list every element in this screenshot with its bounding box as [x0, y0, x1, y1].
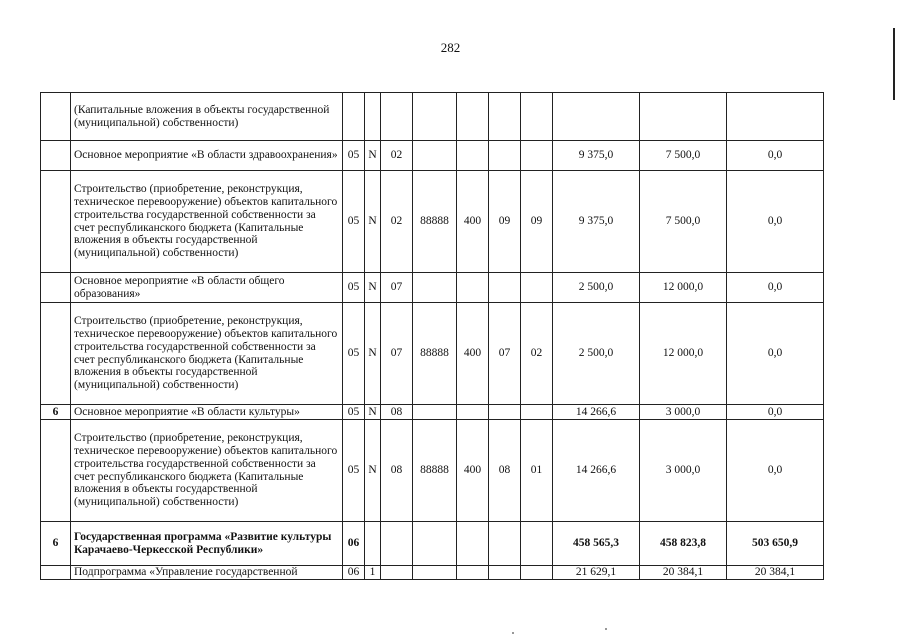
value-cell — [381, 522, 413, 566]
value-cell: 12 000,0 — [640, 273, 727, 303]
value-cell: N — [365, 141, 381, 171]
value-cell: N — [365, 171, 381, 273]
value-cell: 05 — [343, 303, 365, 405]
value-cell: 2 500,0 — [553, 303, 640, 405]
value-cell: 07 — [489, 303, 521, 405]
row-number-cell: 6 — [41, 405, 71, 420]
value-cell: 06 — [343, 566, 365, 580]
value-cell: 1 — [365, 566, 381, 580]
value-cell: 0,0 — [727, 141, 824, 171]
value-cell: 14 266,6 — [553, 405, 640, 420]
value-cell: 08 — [489, 420, 521, 522]
value-cell — [521, 141, 553, 171]
row-name-cell: (Капитальные вложения в объекты государственной (муниципальной) собственности) — [71, 93, 343, 141]
value-cell: 2 500,0 — [553, 273, 640, 303]
value-cell: 02 — [521, 303, 553, 405]
value-cell: 0,0 — [727, 420, 824, 522]
value-cell — [489, 93, 521, 141]
value-cell: 09 — [521, 171, 553, 273]
value-cell — [413, 405, 457, 420]
value-cell: 20 384,1 — [640, 566, 727, 580]
value-cell: 7 500,0 — [640, 171, 727, 273]
value-cell: 458 565,3 — [553, 522, 640, 566]
value-cell: 3 000,0 — [640, 420, 727, 522]
value-cell: 458 823,8 — [640, 522, 727, 566]
row-name-cell: Основное мероприятие «В области здравоохранения» — [71, 141, 343, 171]
value-cell: 88888 — [413, 420, 457, 522]
value-cell — [457, 405, 489, 420]
value-cell: 02 — [381, 171, 413, 273]
value-cell — [343, 93, 365, 141]
value-cell: N — [365, 405, 381, 420]
value-cell: 503 650,9 — [727, 522, 824, 566]
value-cell — [521, 405, 553, 420]
value-cell — [413, 566, 457, 580]
value-cell: 05 — [343, 171, 365, 273]
value-cell: 400 — [457, 303, 489, 405]
table-row — [41, 273, 824, 303]
row-number-cell — [41, 93, 71, 141]
value-cell — [521, 273, 553, 303]
value-cell — [381, 93, 413, 141]
value-cell: 01 — [521, 420, 553, 522]
row-number-cell — [41, 566, 71, 580]
row-name-cell: Подпрограмма «Управление государственной — [71, 566, 343, 580]
value-cell: 07 — [381, 273, 413, 303]
value-cell: 09 — [489, 171, 521, 273]
table-row — [41, 566, 824, 580]
value-cell — [489, 566, 521, 580]
row-number-cell — [41, 171, 71, 273]
value-cell: 88888 — [413, 171, 457, 273]
value-cell: 05 — [343, 405, 365, 420]
value-cell: 08 — [381, 405, 413, 420]
value-cell: N — [365, 303, 381, 405]
value-cell: 21 629,1 — [553, 566, 640, 580]
value-cell — [413, 273, 457, 303]
value-cell — [489, 405, 521, 420]
value-cell — [365, 522, 381, 566]
value-cell — [457, 93, 489, 141]
value-cell: N — [365, 420, 381, 522]
row-number-cell — [41, 273, 71, 303]
value-cell: 0,0 — [727, 303, 824, 405]
margin-rule — [893, 28, 895, 100]
table-row — [41, 93, 824, 141]
table-row — [41, 303, 824, 405]
value-cell: N — [365, 273, 381, 303]
value-cell — [457, 273, 489, 303]
value-cell — [413, 93, 457, 141]
row-number-cell: 6 — [41, 522, 71, 566]
value-cell: 14 266,6 — [553, 420, 640, 522]
table-row — [41, 420, 824, 522]
page-number: 282 — [440, 40, 461, 55]
value-cell — [413, 522, 457, 566]
row-name-cell: Строительство (приобретение, реконструкция, техническое перевооружение) объектов капитального строительства государственной собственности за счет республиканского бюджета (Капитальные вложения в объекты государственной (муниципальной) собственности) — [71, 303, 343, 405]
value-cell — [413, 141, 457, 171]
table-row — [41, 171, 824, 273]
value-cell — [457, 141, 489, 171]
value-cell: 02 — [381, 141, 413, 171]
scan-speck — [512, 632, 514, 634]
table-row — [41, 522, 824, 566]
value-cell: 06 — [343, 522, 365, 566]
value-cell — [489, 141, 521, 171]
value-cell — [553, 93, 640, 141]
row-name-cell: Строительство (приобретение, реконструкция, техническое перевооружение) объектов капитального строительства государственной собственности за счет республиканского бюджета (Капитальные вложения в объекты государственной (муниципальной) собственности) — [71, 420, 343, 522]
value-cell — [457, 566, 489, 580]
row-number-cell — [41, 420, 71, 522]
value-cell: 05 — [343, 273, 365, 303]
value-cell: 88888 — [413, 303, 457, 405]
value-cell: 3 000,0 — [640, 405, 727, 420]
value-cell — [365, 93, 381, 141]
row-name-cell: Строительство (приобретение, реконструкция, техническое перевооружение) объектов капитального строительства государственной собственности за счет республиканского бюджета (Капитальные вложения в объекты государственной (муниципальной) собственности) — [71, 171, 343, 273]
row-name-cell: Основное мероприятие «В области общего образования» — [71, 273, 343, 303]
value-cell: 9 375,0 — [553, 141, 640, 171]
value-cell: 05 — [343, 420, 365, 522]
value-cell — [521, 93, 553, 141]
scan-speck — [605, 628, 607, 630]
row-number-cell — [41, 141, 71, 171]
value-cell: 7 500,0 — [640, 141, 727, 171]
budget-table — [40, 92, 824, 580]
table-body — [41, 93, 824, 580]
value-cell — [521, 522, 553, 566]
value-cell — [381, 566, 413, 580]
value-cell — [489, 522, 521, 566]
value-cell: 400 — [457, 171, 489, 273]
value-cell: 0,0 — [727, 273, 824, 303]
value-cell: 9 375,0 — [553, 171, 640, 273]
value-cell: 08 — [381, 420, 413, 522]
value-cell: 0,0 — [727, 405, 824, 420]
row-name-cell: Основное мероприятие «В области культуры» — [71, 405, 343, 420]
value-cell: 05 — [343, 141, 365, 171]
table-row — [41, 141, 824, 171]
value-cell — [521, 566, 553, 580]
value-cell: 400 — [457, 420, 489, 522]
value-cell: 12 000,0 — [640, 303, 727, 405]
value-cell: 07 — [381, 303, 413, 405]
row-number-cell — [41, 303, 71, 405]
row-name-cell: Государственная программа «Развитие культуры Карачаево-Черкесской Республики» — [71, 522, 343, 566]
value-cell — [457, 522, 489, 566]
value-cell — [489, 273, 521, 303]
value-cell — [727, 93, 824, 141]
value-cell: 0,0 — [727, 171, 824, 273]
table-row — [41, 405, 824, 420]
value-cell: 20 384,1 — [727, 566, 824, 580]
value-cell — [640, 93, 727, 141]
